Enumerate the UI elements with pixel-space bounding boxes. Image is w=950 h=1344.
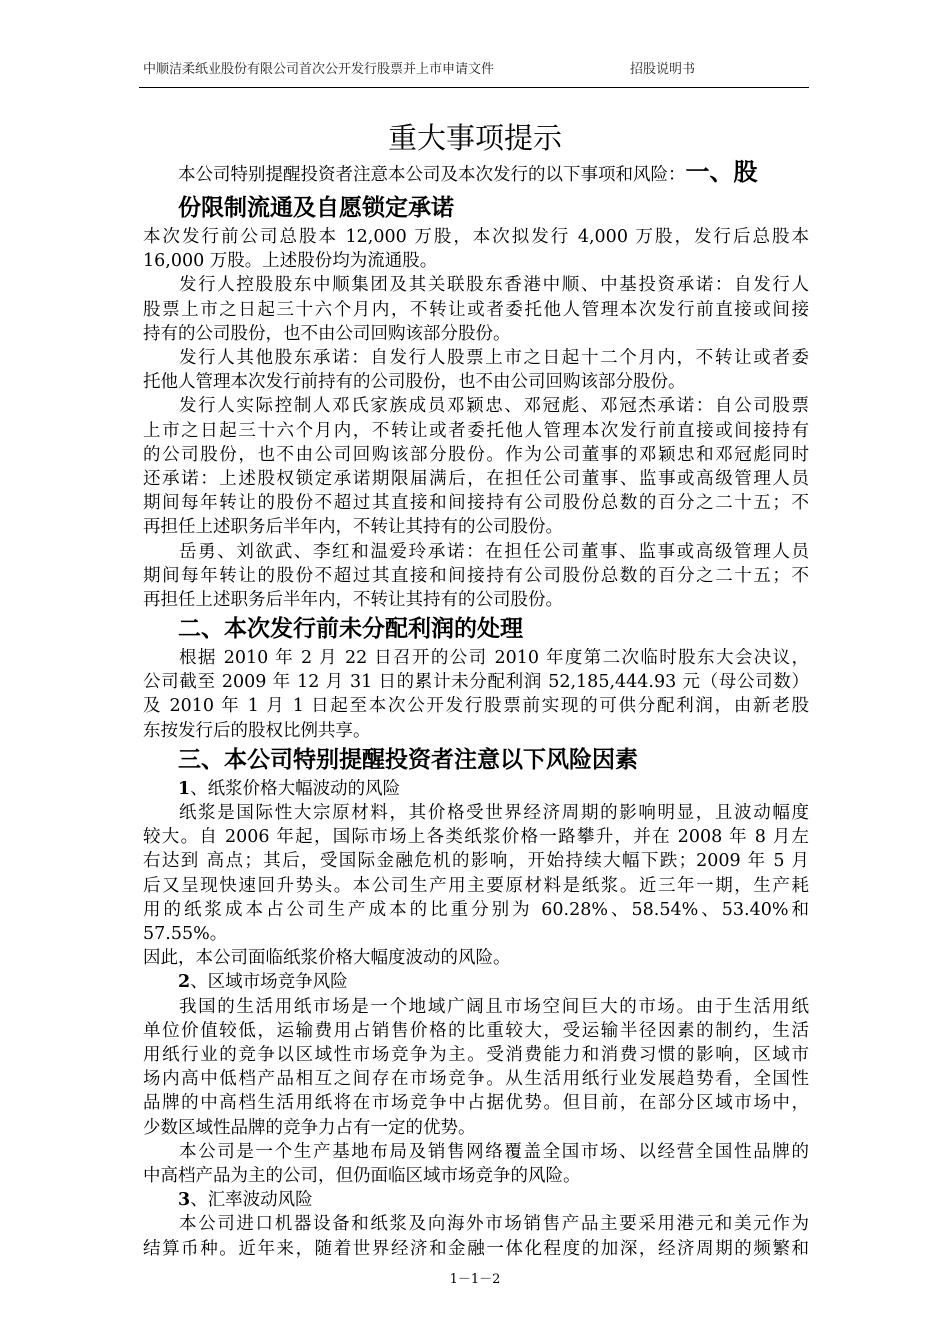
- text-line: 我国的生活用纸市场是一个地域广阔且市场空间巨大的市场。由于生活用纸: [179, 996, 809, 1017]
- section-3-body: [143, 777, 809, 1261]
- text-line: 根据 2010 年 2 月 22 日召开的公司 2010 年度第二次临时股东大会决议，: [179, 648, 809, 669]
- paragraph: [143, 394, 809, 539]
- text-line: 发行人其他股东承诺：自发行人股票上市之日起十二个月内，不转让或者委: [179, 347, 809, 368]
- text-line: 右达到 高点；其后，受国际金融危机的影响，开始持续大幅下跌；2009 年 5 月: [143, 851, 809, 872]
- risk-heading: [178, 1188, 809, 1212]
- text-line: 股票上市之日起三十六个月内，不转让或者委托他人管理本次发行前直接或间接: [143, 299, 809, 320]
- text-line: 57.55%。: [143, 923, 228, 944]
- text-line: 本公司是一个生产基地布局及销售网络覆盖全国市场、以经营全国性品牌的: [179, 1141, 809, 1162]
- section-2-heading: 二、本次发行前未分配利润的处理: [178, 616, 523, 643]
- paragraph: [143, 1140, 809, 1188]
- risk-number: 3: [178, 1190, 191, 1211]
- paragraph: [143, 995, 809, 1140]
- section-1-heading: 份限制流通及自愿锁定承诺: [178, 195, 454, 221]
- text-line: 再担任上述职务后半年内，不转让其持有的公司股份。: [143, 517, 563, 538]
- text-line: 本次发行前公司总股本 12,000 万股，本次拟发行 4,000 万股，发行后总股本: [143, 227, 809, 247]
- section-1-heading-start: 一、股: [685, 158, 758, 186]
- text-line: 发行人实际控制人邓氏家族成员邓颖忠、邓冠彪、邓冠杰承诺：自公司股票: [179, 396, 809, 417]
- text-line: 上市之日起三十六个月内，不转让或者委托他人管理本次发行前直接或间接持有: [143, 420, 809, 441]
- header-document-name: 中顺洁柔纸业股份有限公司首次公开发行股票并上市申请文件: [143, 62, 495, 77]
- text-line: 结算币种。近年来，随着世界经济和金融一体化程度的加深，经济周期的频繁和: [143, 1238, 809, 1259]
- text-line: 持有的公司股份，也不由公司回购该部分股份。: [143, 323, 511, 344]
- risk-heading: [178, 970, 809, 994]
- text-line: 较大。自 2006 年起，国际市场上各类纸浆价格一路攀升，并在 2008 年 8 月左: [143, 827, 809, 848]
- text-line: 品牌的中高档生活用纸将在市场竞争中占据优势。但目前，在部分区域市场中，: [143, 1093, 809, 1114]
- text-line: 中高档产品为主的公司，但仍面临区域市场竞争的风险。: [143, 1165, 581, 1186]
- text-line: 本公司进口机器设备和纸浆及向海外市场销售产品主要采用港元和美元作为: [179, 1214, 809, 1235]
- intro-line: [178, 156, 809, 191]
- text-line: 及 2010 年 1 月 1 日起至本次公开发行股票前实现的可供分配利润，由新老股: [143, 696, 809, 717]
- text-line: 少数区域性品牌的竞争力占有一定的优势。: [143, 1117, 476, 1138]
- text-line: 发行人控股股东中顺集团及其关联股东香港中顺、中基投资承诺：自发行人: [179, 275, 809, 296]
- paragraph: [143, 346, 809, 394]
- text-line: 纸浆是国际性大宗原材料，其价格受世界经济周期的影响明显，且波动幅度: [179, 803, 809, 824]
- text-line: 用纸行业的竞争以区域性市场竞争为主。受消费能力和消费习惯的影响，区域市: [143, 1044, 809, 1065]
- paragraph: [143, 801, 809, 946]
- text-line: 用的纸浆成本占公司生产成本的比重分别为 60.28%、58.54%、53.40%和: [143, 899, 809, 920]
- text-line: 16,000 万股。上述股份均为流通股。: [143, 251, 438, 272]
- risk-heading: [178, 777, 809, 801]
- header-document-type: 招股说明书: [630, 62, 696, 77]
- paragraph: [143, 946, 809, 970]
- page-title: 重大事项提示: [387, 121, 562, 155]
- paragraph: [143, 273, 809, 346]
- header-rule: [139, 87, 809, 88]
- text-line: 再担任上述职务后半年内，不转让其持有的公司股份。: [143, 589, 563, 610]
- document-body: [143, 156, 809, 1261]
- risk-number: 1: [178, 778, 191, 799]
- section-2-body: [143, 646, 809, 743]
- paragraph: [143, 1212, 809, 1260]
- text-line: 公司截至 2009 年 12 月 31 日的累计未分配利润 52,185,444.93 元（母公司数）: [143, 672, 809, 693]
- text-line: 岳勇、刘欲武、李红和温爱玲承诺：在担任公司董事、监事或高级管理人员: [179, 541, 809, 562]
- paragraph: [143, 646, 809, 743]
- text-line: 场内高中低档产品相互之间存在市场竞争。从生活用纸行业发展趋势看，全国性: [143, 1069, 809, 1090]
- intro-text: 本公司特别提醒投资者注意本公司及本次发行的以下事项和风险：: [178, 165, 686, 185]
- text-line: 后又呈现快速回升势头。本公司生产用主要原材料是纸浆。近三年一期，生产耗: [143, 875, 809, 896]
- paragraph: [143, 540, 809, 613]
- text-line: 期间每年转让的股份不超过其直接和间接持有公司股份总数的百分之二十五；不: [143, 565, 809, 586]
- text-line: 因此，本公司面临纸浆价格大幅度波动的风险。: [143, 948, 511, 969]
- text-line: 的公司股份，也不由公司回购该部分股份。作为公司董事的邓颖忠和邓冠彪同时: [143, 444, 809, 465]
- section-3-heading: 三、本公司特别提醒投资者注意以下风险因素: [178, 746, 638, 773]
- page-number: 1－1－2: [449, 1272, 501, 1287]
- running-header: [143, 58, 808, 77]
- paragraph: [143, 225, 809, 273]
- text-line: 东按发行后的股权比例共享。: [143, 720, 371, 741]
- text-line: 期间每年转让的股份不超过其直接和间接持有公司股份总数的百分之二十五；不: [143, 493, 809, 514]
- risk-title: 、汇率波动风险: [190, 1190, 313, 1211]
- section-1-body: [143, 225, 809, 612]
- risk-title: 、区域市场竞争风险: [190, 972, 348, 993]
- risk-title: 、纸浆价格大幅波动的风险: [190, 778, 401, 799]
- text-line: 还承诺：上述股权锁定承诺期限届满后，在担任公司董事、监事或高级管理人员: [143, 468, 809, 489]
- text-line: 单位价值较低，运输费用占销售价格的比重较大，受运输半径因素的制约，生活: [143, 1020, 809, 1041]
- text-line: 托他人管理本次发行前持有的公司股份，也不由公司回购该部分股份。: [143, 372, 686, 393]
- risk-number: 2: [178, 972, 191, 993]
